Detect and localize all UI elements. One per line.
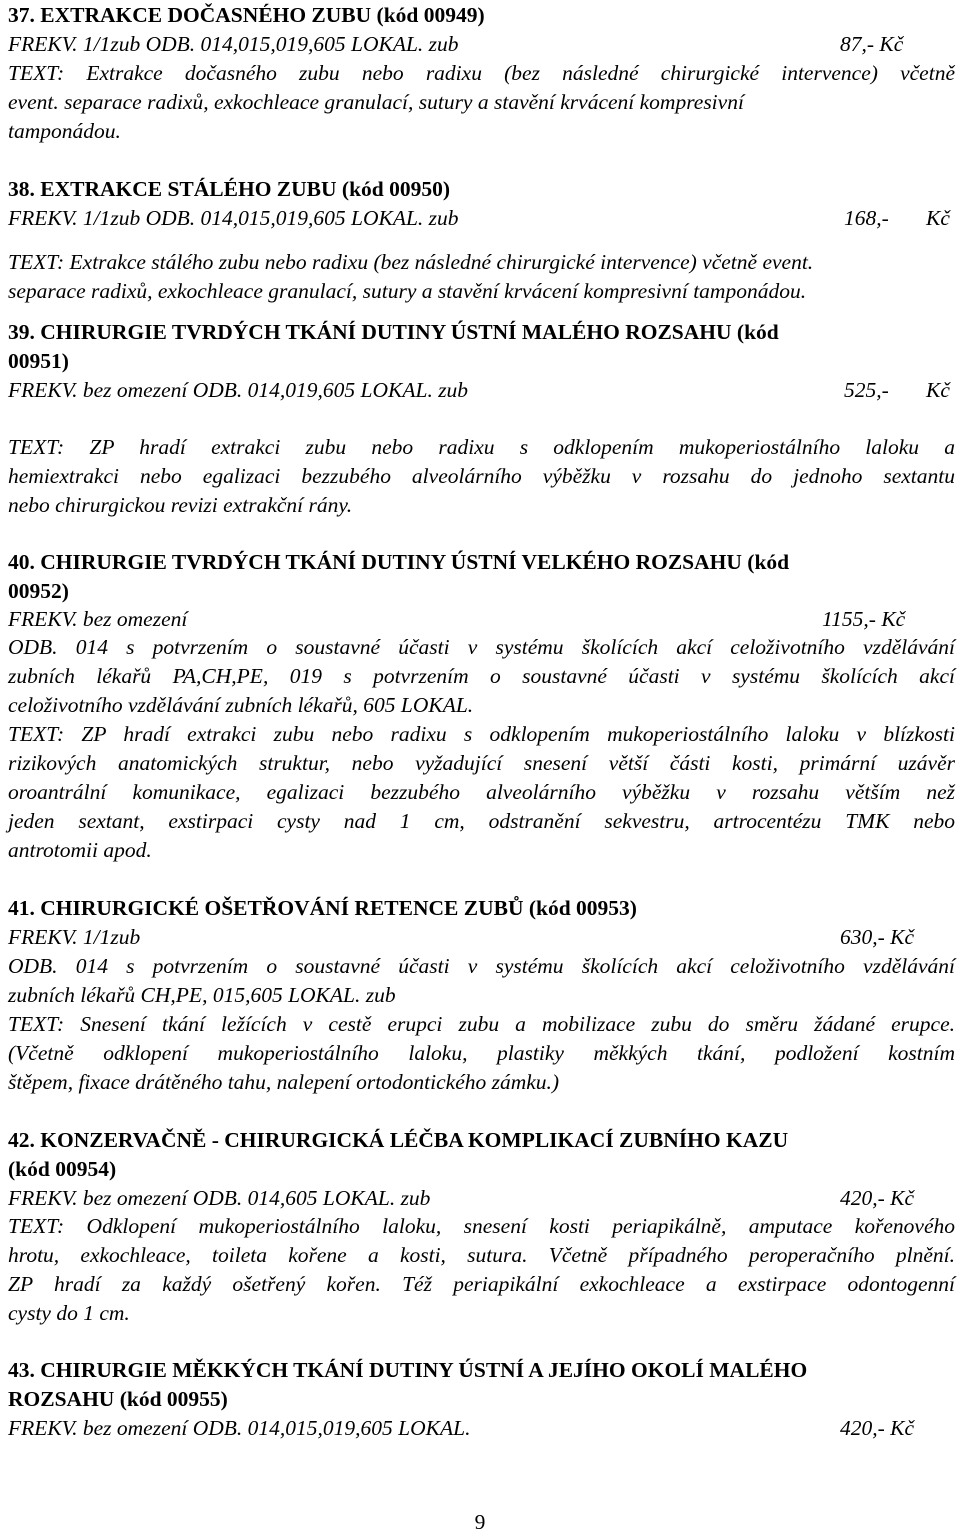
section-41-heading: 41. CHIRURGICKÉ OŠETŘOVÁNÍ RETENCE ZUBŮ (kód 00953) bbox=[8, 896, 637, 920]
section-40-text-line: antrotomii apod. bbox=[8, 838, 152, 862]
section-37-price: 87,- Kč bbox=[840, 32, 904, 56]
section-40-text-line: oroantrální komunikace, egalizaci bezzubého alveolárního výběžku v rozsahu větším než bbox=[8, 780, 955, 804]
section-41-price: 630,- Kč bbox=[840, 925, 915, 949]
section-38-currency: Kč bbox=[926, 206, 950, 230]
section-41-text-line: TEXT: Snesení tkání ležících v cestě erupci zubu a mobilizace zubu do směru žádané erupce. bbox=[8, 1012, 955, 1036]
section-40-heading-cont: 00952) bbox=[8, 579, 69, 603]
section-41-odb-line: ODB. 014 s potvrzením o soustavné účasti v systému školících akcí celoživotního vzdělávání bbox=[8, 954, 955, 978]
section-42-text-line: hrotu, exkochleace, toileta kořene a kosti, sutura. Včetně případného peroperačního plnění. bbox=[8, 1243, 955, 1267]
section-39-price: 525,- bbox=[844, 378, 889, 402]
section-40-odb-line: celoživotního vzdělávání zubních lékařů, 605 LOKAL. bbox=[8, 693, 474, 717]
section-38-frequency: FREKV. 1/1zub ODB. 014,015,019,605 LOKAL. zub bbox=[8, 206, 459, 230]
section-40-frequency: FREKV. bez omezení bbox=[8, 607, 188, 631]
section-40-text-line: jeden sextant, exstirpaci cysty nad 1 cm, odstranění sekvestru, artrocentézu TMK nebo bbox=[8, 809, 955, 833]
section-40-text-line: rizikových anatomických struktur, nebo vyžadující snesení větší části kosti, primární uzávěr bbox=[8, 751, 955, 775]
section-40-price: 1155,- Kč bbox=[822, 607, 906, 631]
section-39-currency: Kč bbox=[926, 378, 950, 402]
section-41-text-line: (Včetně odklopení mukoperiostálního laloku, plastiky měkkých tkání, podložení kostním bbox=[8, 1041, 955, 1065]
section-39-text-line: nebo chirurgickou revizi extrakční rány. bbox=[8, 493, 353, 517]
page-number: 9 bbox=[474, 1510, 486, 1534]
section-37-text-line: tamponádou. bbox=[8, 119, 121, 143]
section-37-frequency: FREKV. 1/1zub ODB. 014,015,019,605 LOKAL. zub bbox=[8, 32, 459, 56]
section-42-price: 420,- Kč bbox=[840, 1186, 915, 1210]
section-41-odb-line: zubních lékařů CH,PE, 015,605 LOKAL. zub bbox=[8, 983, 396, 1007]
section-39-text-line: TEXT: ZP hradí extrakci zubu nebo radixu s odklopením mukoperiostálního laloku a bbox=[8, 435, 955, 459]
section-40-odb-line: zubních lékařů PA,CH,PE, 019 s potvrzením o soustavné účasti v systému školících akcí bbox=[8, 664, 955, 688]
section-39-heading-cont: 00951) bbox=[8, 349, 69, 373]
section-42-text-line: ZP hradí za každý ošetřený kořen. Též periapikální exkochleace a exstirpace odontogenní bbox=[8, 1272, 955, 1296]
section-42-text-line: TEXT: Odklopení mukoperiostálního laloku, snesení kosti periapikálně, amputace kořenového bbox=[8, 1214, 955, 1238]
section-42-heading: 42. KONZERVAČNĚ - CHIRURGICKÁ LÉČBA KOMPLIKACÍ ZUBNÍHO KAZU bbox=[8, 1128, 789, 1152]
section-42-text-line: cysty do 1 cm. bbox=[8, 1301, 130, 1325]
section-38-text-line: TEXT: Extrakce stálého zubu nebo radixu (bez následné chirurgické intervence) včetně event. bbox=[8, 250, 814, 274]
section-39-heading: 39. CHIRURGIE TVRDÝCH TKÁNÍ DUTINY ÚSTNÍ MALÉHO ROZSAHU (kód bbox=[8, 320, 779, 344]
section-37-text-line: event. separace radixů, exkochleace granulací, sutury a stavění krvácení kompresivní bbox=[8, 90, 744, 114]
section-37-heading: 37. EXTRAKCE DOČASNÉHO ZUBU (kód 00949) bbox=[8, 3, 485, 27]
section-38-heading: 38. EXTRAKCE STÁLÉHO ZUBU (kód 00950) bbox=[8, 177, 451, 201]
section-41-text-line: štěpem, fixace drátěného tahu, nalepení ortodontického zámku.) bbox=[8, 1070, 560, 1094]
section-43-price: 420,- Kč bbox=[840, 1416, 915, 1440]
section-37-text-line: TEXT: Extrakce dočasného zubu nebo radixu (bez následné chirurgické intervence) včetně bbox=[8, 61, 955, 85]
section-39-text-line: hemiextrakci nebo egalizaci bezzubého alveolárního výběžku v rozsahu do jednoho sextantu bbox=[8, 464, 955, 488]
section-43-heading: 43. CHIRURGIE MĚKKÝCH TKÁNÍ DUTINY ÚSTNÍ A JEJÍHO OKOLÍ MALÉHO bbox=[8, 1358, 808, 1382]
section-42-heading-cont: (kód 00954) bbox=[8, 1157, 117, 1181]
section-40-text-line: TEXT: ZP hradí extrakci zubu nebo radixu s odklopením mukoperiostálního laloku v blízkosti bbox=[8, 722, 955, 746]
section-43-heading-cont: ROZSAHU (kód 00955) bbox=[8, 1387, 228, 1411]
section-38-text-line: separace radixů, exkochleace granulací, sutury a stavění krvácení kompresivní tamponádou. bbox=[8, 279, 807, 303]
section-40-heading: 40. CHIRURGIE TVRDÝCH TKÁNÍ DUTINY ÚSTNÍ VELKÉHO ROZSAHU (kód bbox=[8, 550, 790, 574]
section-38-price: 168,- bbox=[844, 206, 889, 230]
section-40-odb-line: ODB. 014 s potvrzením o soustavné účasti v systému školících akcí celoživotního vzdělávání bbox=[8, 635, 955, 659]
section-39-frequency: FREKV. bez omezení ODB. 014,019,605 LOKAL. zub bbox=[8, 378, 469, 402]
section-42-frequency: FREKV. bez omezení ODB. 014,605 LOKAL. zub bbox=[8, 1186, 431, 1210]
section-43-frequency: FREKV. bez omezení ODB. 014,015,019,605 LOKAL. bbox=[8, 1416, 471, 1440]
section-41-frequency: FREKV. 1/1zub bbox=[8, 925, 141, 949]
